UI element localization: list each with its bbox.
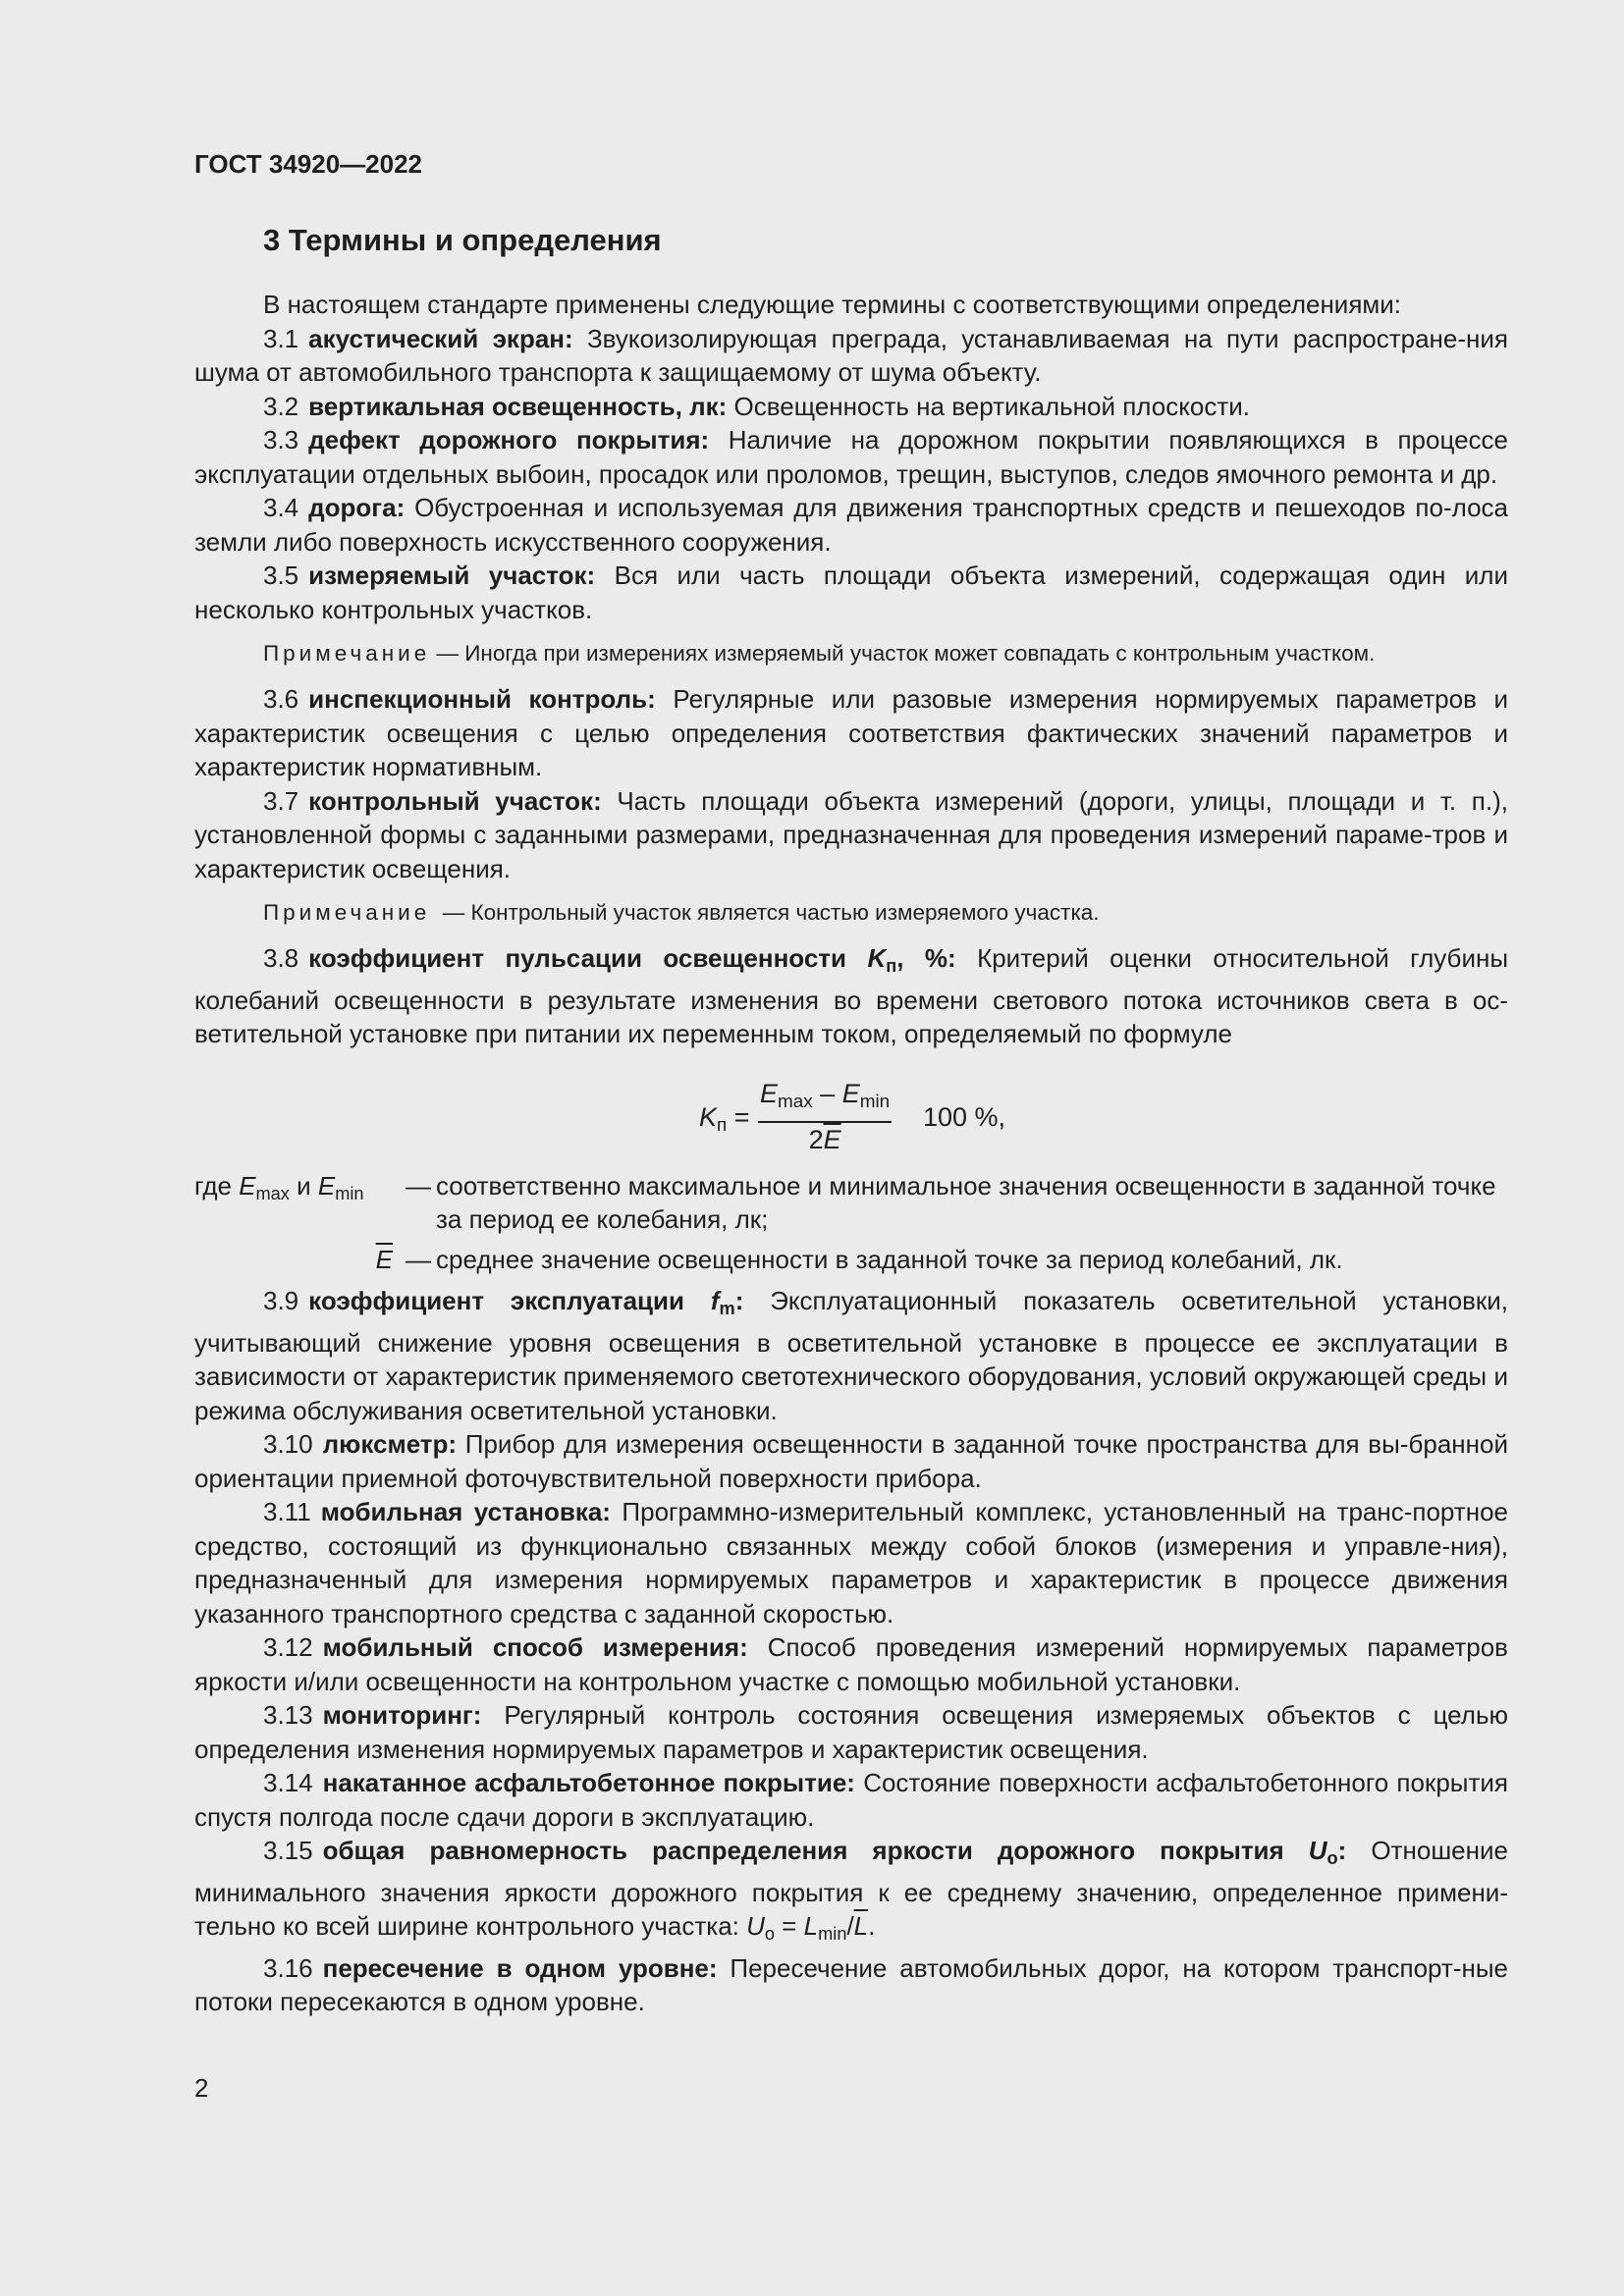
term-3-2: 3.2 вертикальная освещенность, лк: Освещенность на вертикальной плоскости.	[263, 391, 1250, 421]
term-3-3: 3.3 дефект дорожного покрытия: Наличие на дорожном покрытии появляющихся в процессе эксплуатации отдельных выбоин, просадок или проломов, трещин, выступов, следов ямочного ремонта и др.	[194, 425, 1508, 489]
formula-legend: где $E_{max}$ и $E_{min}$ — соответственно максимальное и минимальное значения освещенности в заданной точке за период ее колебания, лк; $\overline{E}$ — среднее значение освещенности в заданной точке за период колебаний, лк.	[194, 1170, 1496, 1274]
term-3-5: 3.5 измеряемый участок: Вся или часть площади объекта измерений, содержащая один или несколько контрольных участков.	[194, 561, 1509, 624]
term-3-9: 3.9 коэффициент эксплуатации $f_m$: Эксплуатационный показатель осветительной установки, учитывающий снижение уровня освещения в осветительной установке в процессе ее эксплуатации в зависимости от характеристик применяемого светотехнического оборудования, условий окружающей среды и режима обслуживания осветительной установки.	[194, 1286, 1508, 1425]
term-3-7: 3.7 контрольный участок: Часть площади объекта измерений (дороги, улицы, площади и т. п.), установленной формы с заданными размерами, предназначенная для проведения измерений параме-тров и характеристик освещения.	[194, 785, 1508, 883]
term-3-13: 3.13 мониторинг: Регулярный контроль состояния освещения измеряемых объектов с целью определения изменения нормируемых параметров и характеристик освещения.	[194, 1700, 1508, 1764]
term-3-12: 3.12 мобильный способ измерения: Способ проведения измерений нормируемых параметров яркости и/или освещенности на контрольном участке с помощью мобильной установки.	[194, 1632, 1508, 1696]
note-1: Примечание — Иногда при измерениях измеряемый участок может совпадать с контрольным участком.	[263, 641, 1376, 666]
note-2: Примечание — Контрольный участок является частью измеряемого участка.	[263, 900, 1100, 925]
uniformity-formula: $U_o = L_{min}/\overline{L}$.	[746, 1911, 876, 1944]
term-3-6: 3.6 инспекционный контроль: Регулярные или разовые измерения нормируемых параметров и характеристик освещения с целью определения соответствия фактических значений параметров и характеристик нормативным.	[194, 684, 1508, 781]
term-3-4: 3.4 дорога: Обустроенная и используемая для движения транспортных средств и пешеходов по-лоса земли либо поверхность искусственного сооружения.	[194, 493, 1508, 557]
term-3-16: 3.16 пересечение в одном уровне: Пересечение автомобильных дорог, на котором транспорт-ные потоки пересекаются в одном уровне.	[194, 1952, 1508, 2016]
formula-fraction: $E_{max} - E_{min}$ $2\overline{E}$	[760, 1078, 891, 1154]
section-title: 3 Термины и определения	[263, 223, 662, 257]
pulsation-formula: $K_п$ = $E_{max} - E_{min}$ $2\overline{E}$ 100 %,	[194, 1051, 1508, 1169]
term-3-1: 3.1 акустический экран: Звукоизолирующая преграда, устанавливаемая на пути распростране-ния шума от автомобильного транспорта к защищаемому от шума объекту.	[194, 323, 1508, 387]
term-3-10: 3.10 люксметр: Прибор для измерения освещенности в заданной точке пространства для вы-бранной ориентации приемной фоточувствительной поверхности прибора.	[194, 1429, 1508, 1493]
intro-paragraph: В настоящем стандарте применены следующие термины с соответствующими определениями:	[263, 290, 1402, 319]
body-text	[194, 288, 1508, 2019]
term-3-14: 3.14 накатанное асфальтобетонное покрытие: Состояние поверхности асфальтобетонного покрытия спустя полгода после сдачи дороги в эксплуатацию.	[194, 1768, 1508, 1832]
standard-header: ГОСТ 34920—2022	[194, 149, 422, 179]
term-3-15: 3.15 общая равномерность распределения яркости дорожного покрытия $U_o$: Отношение минимального значения яркости дорожного покрытия к ее среднему значению, определенное примени-тельно ко всей ширине контрольного участка: $U_o = L_{min}/\overline{L}$.	[194, 1836, 1508, 1944]
term-3-8: 3.8 коэффициент пульсации освещенности $K_п$, %: Критерий оценки относительной глубины колебаний освещенности в результате изменения во времени светового потока источников света в ос-ветительной установке при питании их переменным током, определяемый по формуле	[194, 943, 1509, 1048]
page-number: 2	[194, 2073, 209, 2103]
term-3-11: 3.11 мобильная установка: Программно-измерительный комплекс, установленный на транс-портное средство, состоящий из функционально связанных между собой блоков (измерения и управле-ния), предназначенный для измерения нормируемых параметров и характеристик в процессе движения указанного транспортного средства с заданной скоростью.	[194, 1497, 1508, 1629]
